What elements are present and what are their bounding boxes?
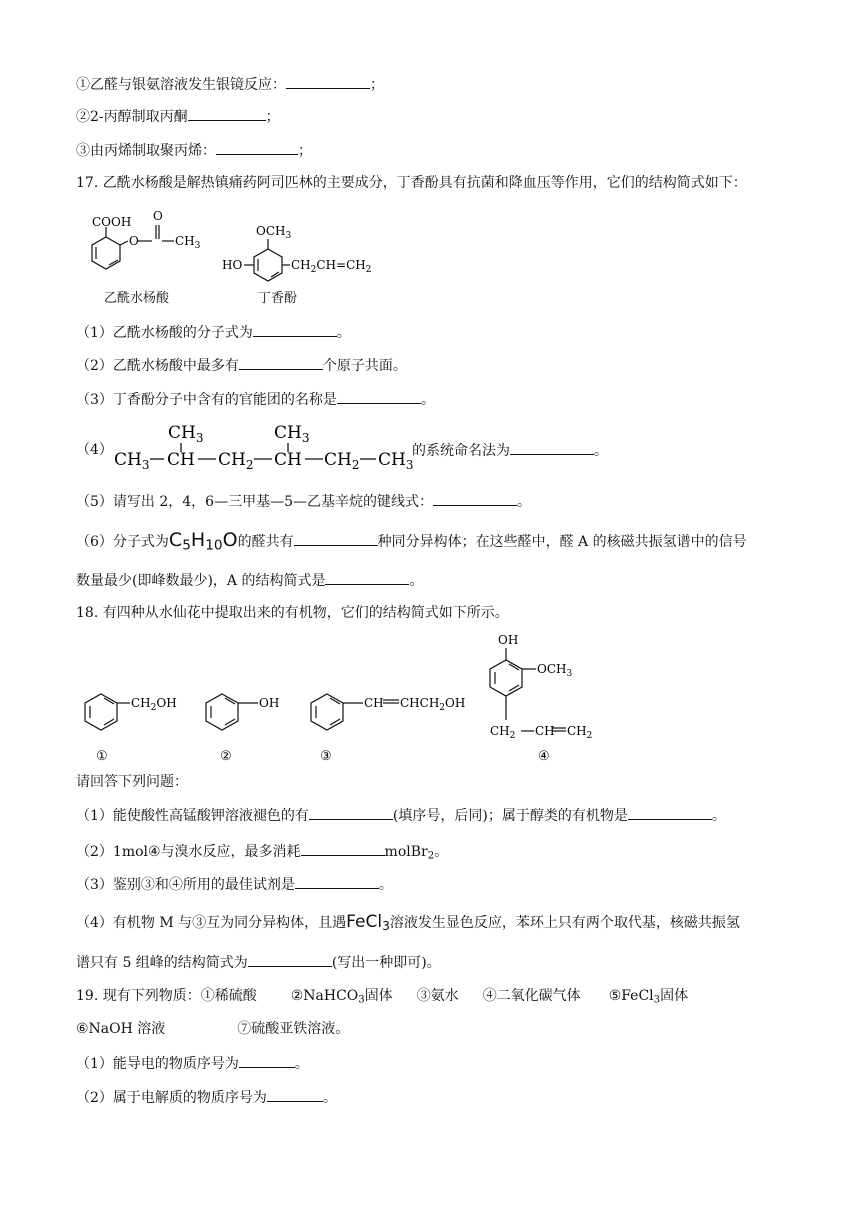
q17-intro: 17. 乙酰水杨酸是解热镇痛药阿司匹林的主要成分，丁香酚具有抗菌和降血压等作用，它们的结构简式如下：: [76, 175, 747, 191]
text: ⑥NaOH 溶液: [76, 1021, 166, 1037]
text: 。: [420, 392, 435, 408]
text: 。: [409, 573, 424, 589]
q18-f1-label: $CH_2OH$: [131, 696, 177, 713]
answer-blank[interactable]: [337, 389, 421, 404]
text: 2: [427, 850, 435, 862]
alk-ch3end: $CH_3$: [378, 450, 414, 472]
text: （1）能导电的物质序号为: [76, 1056, 239, 1072]
answer-blank[interactable]: [628, 805, 712, 820]
asa-caption: 乙酰水杨酸: [104, 291, 170, 306]
q18-2: [76, 841, 448, 867]
compound-1-label: ①: [96, 749, 108, 764]
q18-4-line2: [76, 952, 441, 973]
eugenol-structure: [244, 239, 290, 281]
q17-6-line2: [76, 570, 423, 591]
q18-ask: 请回答下列问题：: [76, 774, 188, 790]
q18-f4-ch: CH: [535, 724, 555, 738]
text: 。: [378, 877, 393, 893]
q18-1: [76, 805, 726, 826]
q17-4-alkane: [112, 418, 412, 474]
text: 个原子共面。: [322, 358, 407, 374]
alk-ch2: $CH_2$: [218, 450, 254, 472]
eug-chain-label: $CH_2CH=CH_2$: [291, 258, 372, 275]
text: 谱只有 5 组峰的结构简式为: [76, 955, 248, 971]
text: 溶液发生显色反应，苯环上只有两个取代基，核磁共振氢: [389, 915, 740, 931]
q18-4: [76, 912, 740, 936]
text: 的系统命名法为: [412, 443, 510, 459]
q18-3: [76, 874, 393, 895]
answer-blank[interactable]: [433, 491, 517, 506]
answer-blank[interactable]: [286, 74, 370, 89]
text: 19. 现有下列物质：①稀硫酸: [76, 988, 257, 1004]
text: （1）能使酸性高锰酸钾溶液褪色的有: [76, 808, 309, 824]
answer-blank[interactable]: [267, 1087, 323, 1102]
alk-ch3-top2: $CH_3$: [274, 423, 310, 445]
text: 种同分异构体；在这些醛中，醛 A 的核磁共振氢谱中的信号: [377, 534, 747, 550]
text: (写出一种即可)。: [331, 955, 441, 971]
q17-5: [76, 491, 531, 512]
text: ②NaHCO$_3$固体: [290, 988, 393, 1006]
text: ②2-丙醇制取丙酮: [76, 109, 188, 125]
q17-2: [76, 355, 407, 376]
line-2: [76, 106, 280, 127]
compound-4-label: ④: [538, 749, 550, 764]
line-3: [76, 140, 312, 161]
text: ④二氧化碳气体: [482, 988, 581, 1004]
answer-blank[interactable]: [295, 874, 379, 889]
text: 。: [294, 1056, 309, 1072]
text: （1）乙酰水杨酸的分子式为: [76, 325, 253, 341]
text: 数量最少(即峰数最少)，A 的结构简式是: [76, 573, 326, 589]
q18-f4-ch2b: $CH_2$: [567, 724, 593, 741]
alk-chb: CH: [274, 450, 302, 470]
answer-blank[interactable]: [253, 322, 337, 337]
eug-ho-label: HO: [222, 258, 243, 272]
text: 。: [711, 808, 726, 824]
text: （4）有机物 M 与③互为同分异构体，且遇: [76, 915, 347, 931]
text: molBr: [384, 844, 428, 860]
text: (填序号，后同)；属于醇类的有机物是: [392, 808, 628, 824]
answer-blank[interactable]: [294, 531, 378, 546]
alk-ch3: $CH_3$: [114, 450, 150, 472]
q17-3: [76, 389, 435, 410]
alk-ch: CH: [167, 450, 195, 470]
q19-intro: [76, 986, 688, 1011]
asa-o2-label: O: [153, 209, 163, 223]
text: ③氨水: [416, 988, 459, 1004]
formula-fecl3: FeCl$_3$: [346, 912, 390, 934]
text: ；: [298, 143, 312, 159]
asa-cooh-label: COOH: [92, 215, 132, 229]
q17-1: [76, 322, 351, 343]
asa-o-label: O: [129, 234, 139, 248]
answer-blank[interactable]: [239, 355, 323, 370]
text: ③由丙烯制取聚丙烯：: [76, 143, 216, 159]
formula-c5h10o: $C_5H_{10}O$: [168, 529, 238, 554]
q18-f2-label: OH: [259, 696, 280, 710]
text: 的醛共有: [237, 534, 294, 550]
line-1: [76, 74, 384, 95]
q17-6: [76, 530, 747, 555]
text: 。: [322, 1090, 337, 1106]
q18-f4-ch2: $CH_2$: [490, 724, 516, 741]
answer-blank[interactable]: [301, 841, 385, 856]
text: （3）鉴别③和④所用的最佳试剂是: [76, 877, 295, 893]
answer-blank[interactable]: [510, 440, 594, 455]
q17-4-num: （4）: [76, 442, 113, 458]
eug-och3-label: $OCH_3$: [256, 224, 292, 241]
text: 。: [517, 494, 531, 510]
text: ⑦硫酸亚铁溶液。: [237, 1021, 350, 1037]
q18-f3-label-b: $CHCH_2OH$: [400, 696, 466, 713]
text: 。: [434, 844, 449, 860]
answer-blank[interactable]: [188, 106, 266, 121]
text: （5）请写出 2，4，6—三甲基—5—乙基辛烷的键线式：: [76, 494, 433, 510]
answer-blank[interactable]: [239, 1053, 295, 1068]
text: （2）属于电解质的物质序号为: [76, 1090, 267, 1106]
answer-blank[interactable]: [309, 805, 393, 820]
answer-blank[interactable]: [248, 952, 332, 967]
text: 。: [594, 443, 608, 459]
text: 。: [336, 325, 351, 341]
q17-4-tail: [412, 440, 608, 461]
asa-ch3-label: $CH_3$: [175, 234, 201, 251]
text: ⑤FeCl$_3$固体: [608, 988, 689, 1006]
answer-blank[interactable]: [325, 570, 409, 585]
q19-line2: [76, 1019, 349, 1039]
compound-3-label: ③: [320, 749, 332, 764]
q18-intro: 18. 有四种从水仙花中提取出来的有机物，它们的结构简式如下所示。: [76, 605, 509, 621]
answer-blank[interactable]: [216, 140, 298, 155]
alk-ch3-top1: $CH_3$: [168, 423, 204, 445]
text: （3）丁香酚分子中含有的官能团的名称是: [76, 392, 337, 408]
compound-2-label: ②: [220, 749, 232, 764]
text: ①乙醛与银氨溶液发生银镜反应：: [76, 77, 286, 93]
eug-caption: 丁香酚: [258, 291, 298, 306]
q18-f4-oh: OH: [498, 633, 519, 647]
text: （2）1mol④与溴水反应，最多消耗: [76, 844, 301, 860]
q18-f3-label-a: CH: [364, 696, 384, 710]
text: ；: [265, 109, 280, 125]
q18-f4-och3: $OCH_3$: [537, 662, 573, 679]
alk-ch2b: $CH_2$: [324, 450, 360, 472]
q18-structures: [76, 628, 616, 768]
text: ；: [370, 77, 384, 93]
text: （6）分子式为: [76, 534, 169, 550]
text: （2）乙酰水杨酸中最多有: [76, 358, 239, 374]
q19-2: [76, 1087, 337, 1108]
q19-1: [76, 1053, 309, 1074]
